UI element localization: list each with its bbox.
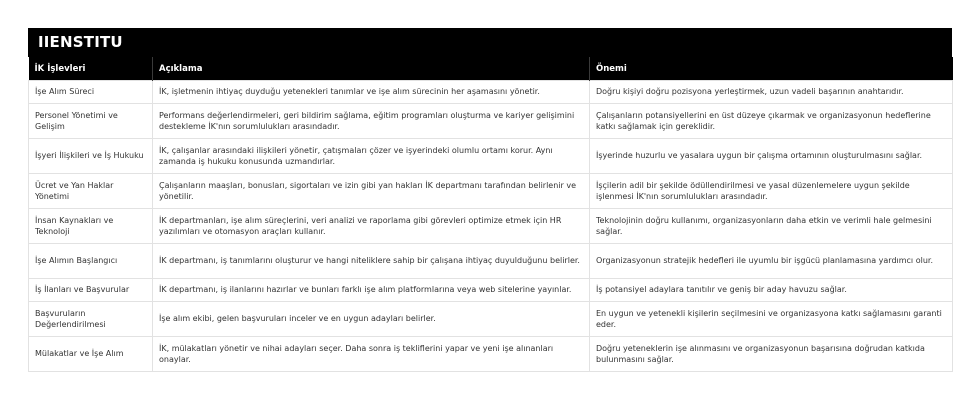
cell-function: Ücret ve Yan Haklar Yönetimi — [29, 174, 153, 209]
cell-importance: Çalışanların potansiyellerini en üst düzeye çıkarmak ve organizasyonun hedeflerine katkı sağlamak için gereklidir. — [590, 104, 953, 139]
cell-function: İşyeri İlişkileri ve İş Hukuku — [29, 139, 153, 174]
hr-functions-table — [28, 57, 953, 372]
table-row — [29, 209, 953, 244]
table-row — [29, 104, 953, 139]
table-row — [29, 81, 953, 104]
content-wrapper — [28, 28, 952, 372]
cell-function: Başvuruların Değerlendirilmesi — [29, 302, 153, 337]
table-row — [29, 139, 953, 174]
cell-description: İK departmanı, iş tanımlarını oluşturur ve hangi niteliklere sahip bir çalışana ihtiyaç duyulduğunu belirler. — [153, 244, 590, 279]
cell-function: İşe Alımın Başlangıcı — [29, 244, 153, 279]
cell-importance: Organizasyonun stratejik hedefleri ile uyumlu bir işgücü planlamasına yardımcı olur. — [590, 244, 953, 279]
cell-importance: İşçilerin adil bir şekilde ödüllendirilmesi ve yasal düzenlemelere uygun şekilde işlenmesi İK'nın sorumlulukları arasındadır. — [590, 174, 953, 209]
table-row — [29, 174, 953, 209]
table-row — [29, 302, 953, 337]
table-row — [29, 279, 953, 302]
cell-description: Çalışanların maaşları, bonusları, sigortaları ve izin gibi yan hakları İK departmanı tarafından belirlenir ve yönetilir. — [153, 174, 590, 209]
cell-importance: Teknolojinin doğru kullanımı, organizasyonların daha etkin ve verimli hale gelmesini sağlar. — [590, 209, 953, 244]
table-header-row — [29, 57, 953, 81]
cell-importance: Doğru kişiyi doğru pozisyona yerleştirmek, uzun vadeli başarının anahtarıdır. — [590, 81, 953, 104]
cell-function: İşe Alım Süreci — [29, 81, 153, 104]
cell-importance: En uygun ve yetenekli kişilerin seçilmesini ve organizasyona katkı sağlamasını garanti eder. — [590, 302, 953, 337]
cell-importance: Doğru yeteneklerin işe alınmasını ve organizasyonun başarısına doğrudan katkıda bulunmasını sağlar. — [590, 337, 953, 372]
cell-description: İK departmanı, iş ilanlarını hazırlar ve bunları farklı işe alım platformlarına veya web sitelerine yayınlar. — [153, 279, 590, 302]
cell-function: İş İlanları ve Başvurular — [29, 279, 153, 302]
brand-header: IIENSTITU — [28, 28, 952, 57]
cell-description: Performans değerlendirmeleri, geri bildirim sağlama, eğitim programları oluşturma ve kariyer gelişimini destekleme İK'nın sorumlulukları arasındadır. — [153, 104, 590, 139]
cell-description: İK, işletmenin ihtiyaç duyduğu yetenekleri tanımlar ve işe alım sürecinin her aşamasını yönetir. — [153, 81, 590, 104]
cell-importance: İşyerinde huzurlu ve yasalara uygun bir çalışma ortamının oluşturulmasını sağlar. — [590, 139, 953, 174]
cell-description: İK, çalışanlar arasındaki ilişkileri yönetir, çatışmaları çözer ve işyerindeki olumlu ortamı korur. Aynı zamanda iş hukuku konusunda uzmandırlar. — [153, 139, 590, 174]
cell-description: İşe alım ekibi, gelen başvuruları inceler ve en uygun adayları belirler. — [153, 302, 590, 337]
column-header-description: Açıklama — [153, 57, 590, 81]
column-header-importance: Önemi — [590, 57, 953, 81]
column-header-function: İK İşlevleri — [29, 57, 153, 81]
cell-function: Personel Yönetimi ve Gelişim — [29, 104, 153, 139]
cell-description: İK, mülakatları yönetir ve nihai adayları seçer. Daha sonra iş tekliflerini yapar ve yeni işe alınanları onaylar. — [153, 337, 590, 372]
cell-function: İnsan Kaynakları ve Teknoloji — [29, 209, 153, 244]
table-row — [29, 244, 953, 279]
table-row — [29, 337, 953, 372]
cell-description: İK departmanları, işe alım süreçlerini, veri analizi ve raporlama gibi görevleri optimize etmek için HR yazılımları ve otomasyon araçları kullanır. — [153, 209, 590, 244]
cell-importance: İş potansiyel adaylara tanıtılır ve geniş bir aday havuzu sağlar. — [590, 279, 953, 302]
cell-function: Mülakatlar ve İşe Alım — [29, 337, 153, 372]
